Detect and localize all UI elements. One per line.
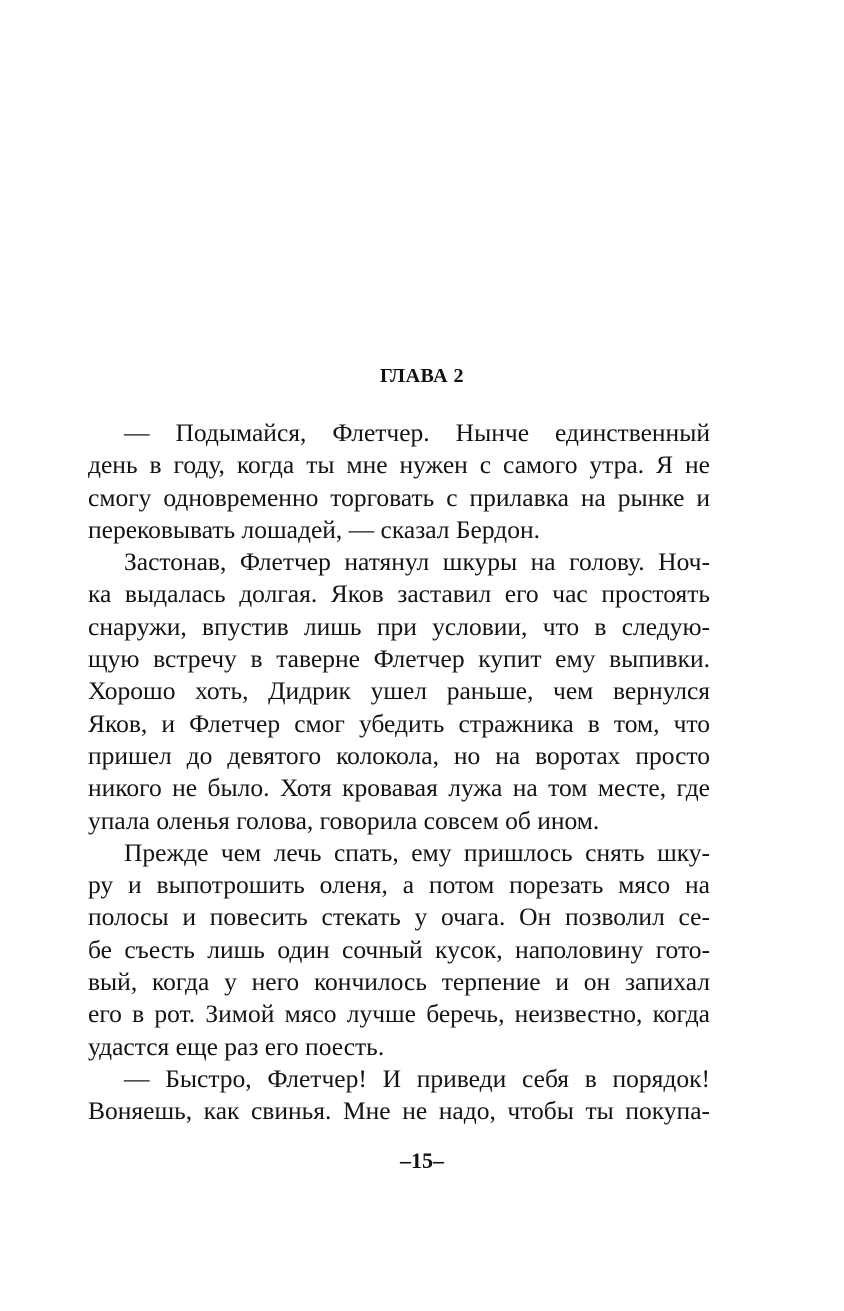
text-line: бе съесть лишь один сочный кусок, наполовину гото- <box>88 934 710 964</box>
text-line: щую встречу в таверне Флетчер купит ему выпивки. <box>88 644 710 674</box>
text-line: его в рот. Зимой мясо лучше беречь, неизвестно, когда <box>88 999 710 1029</box>
text-line: смогу одновременно торговать с прилавка на рынке и <box>88 482 710 512</box>
text-line: Воняешь, как свинья. Мне не надо, чтобы ты покупа- <box>88 1096 710 1126</box>
text-line: Прежде чем лечь спать, ему пришлось снять шку- <box>124 837 710 867</box>
text-line: упала оленья голова, говорила совсем об ином. <box>88 805 600 835</box>
text-line: Яков, и Флетчер смог убедить стражника в том, что <box>88 708 710 738</box>
text-line: день в году, когда ты мне нужен с самого утра. Я не <box>88 450 710 480</box>
text-line: снаружи, впустив лишь при условии, что в следую- <box>88 611 710 641</box>
text-line: — Быстро, Флетчер! И приведи себя в порядок! <box>124 1063 710 1093</box>
text-line: полосы и повесить стекать у очага. Он позволил се- <box>88 902 710 932</box>
text-line: никого не было. Хотя кровавая лужа на том месте, где <box>88 773 710 803</box>
chapter-title: ГЛАВА 2 <box>379 365 465 387</box>
text-line: пришел до девятого колокола, но на воротах просто <box>88 740 710 770</box>
text-line: ру и выпотрошить оленя, а потом порезать мясо на <box>88 870 710 900</box>
page-number: –15– <box>400 1148 444 1173</box>
text-line: удастся еще раз его поесть. <box>88 1031 385 1061</box>
text-line: Хорошо хоть, Дидрик ушел раньше, чем вернулся <box>88 676 710 706</box>
text-line: вый, когда у него кончилось терпение и он запихал <box>88 967 710 997</box>
text-line: Застонав, Флетчер натянул шкуры на голову. Ноч- <box>124 547 710 577</box>
text-line: перековывать лошадей, — сказал Бердон. <box>88 514 541 544</box>
text-line: ка выдалась долгая. Яков заставил его час простоять <box>88 579 710 609</box>
chapter-body-text <box>88 417 710 1128</box>
text-line: — Подымайся, Флетчер. Нынче единственный <box>124 418 710 447</box>
